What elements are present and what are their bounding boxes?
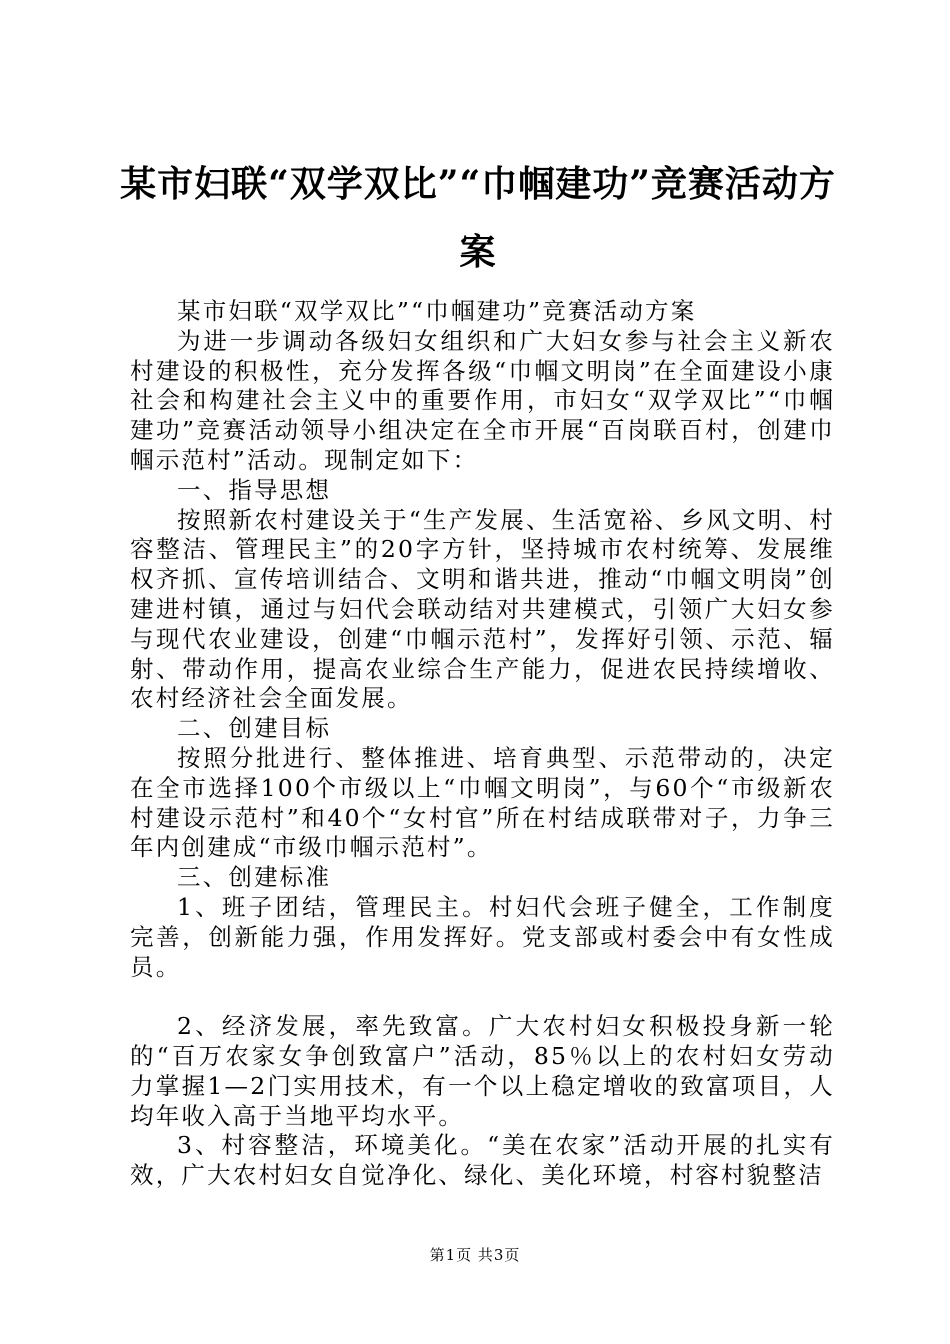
paragraph-standard-3: 3、村容整洁，环境美化。“美在农家”活动开展的扎实有效，广大农村妇女自觉净化、绿化、美化环境，村容村貌整洁	[130, 1131, 835, 1190]
section-heading-goals: 二、创建目标	[177, 714, 332, 743]
section-heading-guiding-thought: 一、指导思想	[177, 475, 332, 504]
section-heading-standards: 三、创建标准	[177, 863, 332, 892]
paragraph-goals: 按照分批进行、整体推进、培育典型、示范带动的，决定在全市选择100个市级以上“巾帼文明岗”，与60个“市级新农村建设示范村”和40个“女村官”所在村结成联带对子，力争三年内创建成“市级巾帼示范村”。	[130, 743, 835, 862]
page-number-footer: 第1页 共3页	[429, 1246, 521, 1264]
blank-line	[130, 982, 835, 1012]
document-body	[130, 297, 835, 1191]
paragraph-intro: 为进一步调动各级妇女组织和广大妇女参与社会主义新农村建设的积极性，充分发挥各级“巾帼文明岗”在全面建设小康社会和构建社会主义中的重要作用，市妇女“双学双比”“巾帼建功”竞赛活动领导小组决定在全市开展“百岗联百村，创建巾帼示范村”活动。现制定如下：	[130, 326, 835, 474]
paragraph-standard-2: 2、经济发展，率先致富。广大农村妇女积极投身新一轮的“百万农家女争创致富户”活动，85％以上的农村妇女劳动力掌握1—2门实用技术，有一个以上稳定增收的致富项目，人均年收入高于当地平均水平。	[130, 1012, 835, 1130]
document-title: 某市妇联“双学双比”“巾帼建功”竞赛活动方案	[120, 163, 836, 273]
paragraph-guiding-thought: 按照新农村建设关于“生产发展、生活宽裕、乡风文明、村容整洁、管理民主”的20字方针，坚持城市农村统筹、发展维权齐抓、宣传培训结合、文明和谐共进，推动“巾帼文明岗”创建进村镇，通过与妇代会联动结对共建模式，引领广大妇女参与现代农业建设，创建“巾帼示范村”，发挥好引领、示范、辐射、带动作用，提高农业综合生产能力，促进农民持续增收、农村经济社会全面发展。	[130, 505, 835, 713]
paragraph-subtitle: 某市妇联“双学双比”“巾帼建功”竞赛活动方案	[177, 297, 697, 325]
paragraph-standard-1: 1、班子团结，管理民主。村妇代会班子健全，工作制度完善，创新能力强，作用发挥好。党支部或村委会中有女性成员。	[130, 892, 835, 981]
